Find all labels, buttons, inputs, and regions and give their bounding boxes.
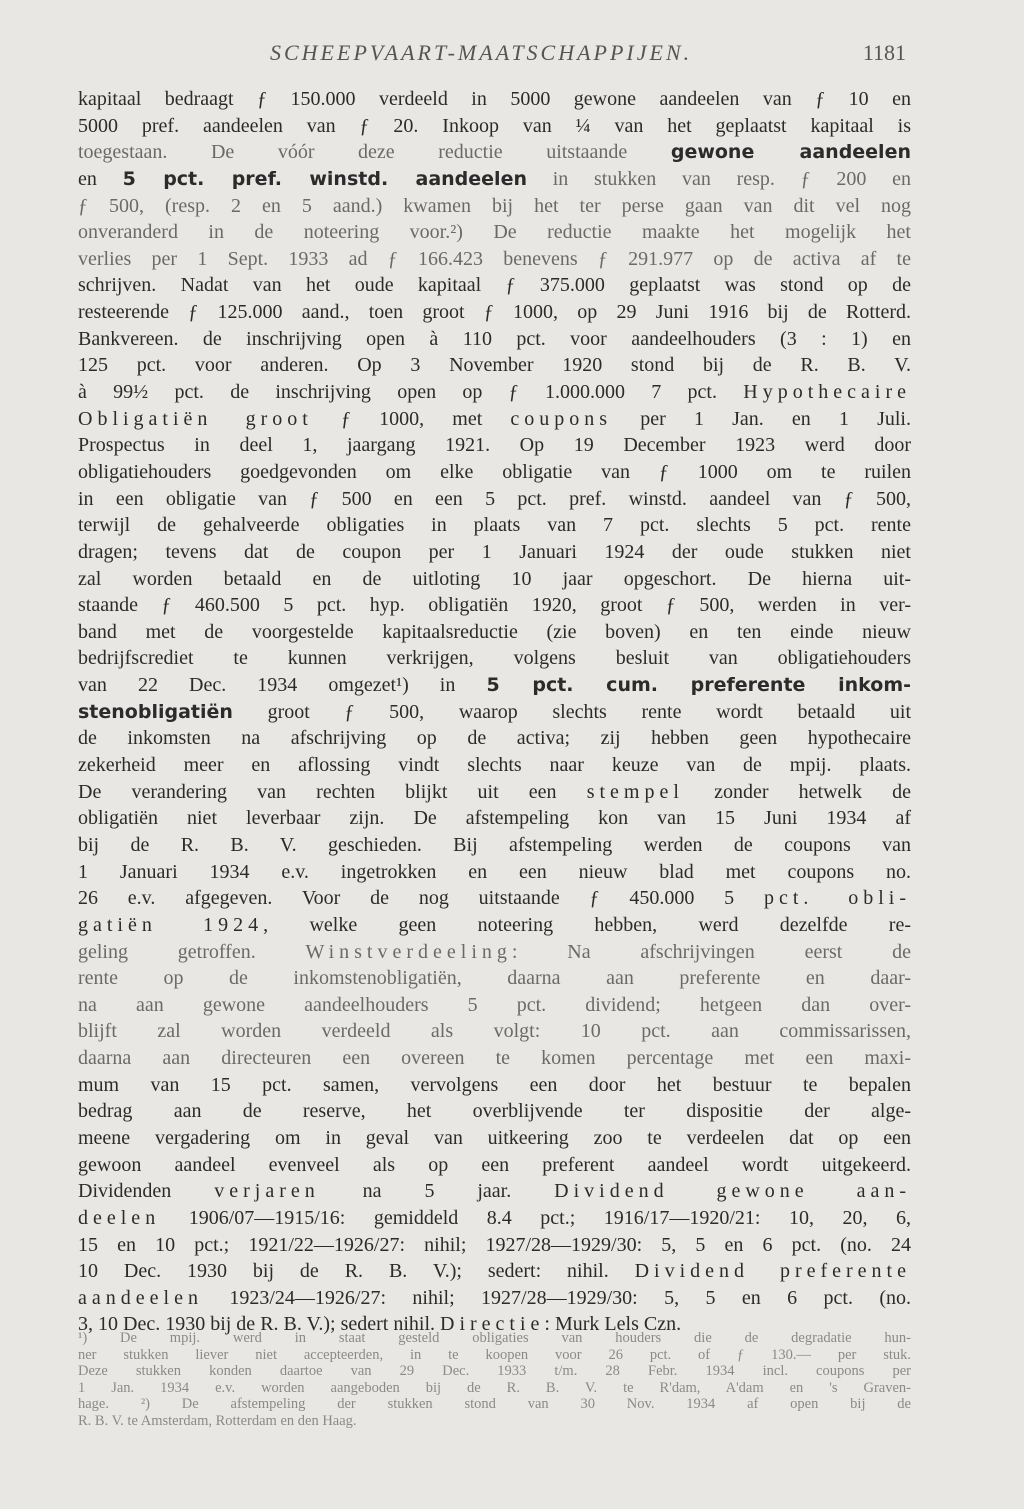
spaced-term: Hypothecaire xyxy=(743,381,911,404)
text-run: Dividenden xyxy=(78,1180,215,1203)
text-line: 5000 pref. aandeelen van ƒ 20. Inkoop van ¼ van het geplaatst kapitaal is xyxy=(78,114,911,137)
text-line xyxy=(78,406,911,433)
spaced-term: pct. obli- xyxy=(763,887,911,910)
text-run: ƒ 1000, met xyxy=(312,407,511,430)
text-line: Prospectus in deel 1, jaargang 1921. Op 19 December 1923 werd door xyxy=(78,434,911,457)
text-run: 1906/07—1915/16: gemiddeld 8.4 pct.; 1916/17—1920/21: 10, 20, 6, xyxy=(160,1206,911,1229)
text-line: verlies per 1 Sept. 1933 ad ƒ 166.423 benevens ƒ 291.977 op de activa af te xyxy=(78,247,911,270)
text-run: in stukken van resp. ƒ 200 en xyxy=(526,167,911,190)
text-line: 125 pct. voor anderen. Op 3 November 1920 stond bij de R. B. V. xyxy=(78,354,911,377)
text-line: blijft zal worden verdeeld als volgt: 10 pct. aan commissarissen, xyxy=(78,1020,911,1043)
text-run: toegestaan. De vóór deze reductie uitstaande xyxy=(78,141,671,164)
text-run: na 5 jaar. xyxy=(319,1180,555,1203)
spaced-term: stempel xyxy=(586,780,684,803)
text-line: zekerheid meer en aflossing vindt slechts naar keuze van de mpij. plaats. xyxy=(78,754,911,777)
text-line: schrijven. Nadat van het oude kapitaal ƒ 375.000 geplaatst was stond op de xyxy=(78,274,911,297)
text-line xyxy=(78,699,911,726)
text-line xyxy=(78,779,911,806)
text-line xyxy=(78,939,911,966)
footnotes xyxy=(78,1330,911,1429)
spaced-term: Directie xyxy=(440,1313,545,1336)
footnote-line: 1 Jan. 1934 e.v. worden aangeboden bij de R. B. V. te R'dam, A'dam en 's Graven- xyxy=(78,1379,911,1396)
bold-term: 5 pct. pref. winstd. aandeelen xyxy=(122,167,527,190)
text-line: rente op de inkomstenobligatiën, daarna aan preferente en daar- xyxy=(78,967,911,990)
text-line: kapitaal bedraagt ƒ 150.000 verdeeld in 5000 gewone aandeelen van ƒ 10 en xyxy=(78,88,911,110)
text-line xyxy=(78,139,911,166)
text-run: , welke geen noteering hebben, werd dezelfde re- xyxy=(263,913,911,936)
text-line xyxy=(78,166,911,193)
text-line: na aan gewone aandeelhouders 5 pct. dividend; hetgeen dan over- xyxy=(78,993,911,1016)
footnote-line: R. B. V. te Amsterdam, Rotterdam en den Haag. xyxy=(78,1412,357,1429)
text-run: zonder hetwelk de xyxy=(683,780,911,803)
text-line xyxy=(78,1205,911,1232)
text-line: ƒ 500, (resp. 2 en 5 aand.) kwamen bij het ter perse gaan van dit vel nog xyxy=(78,194,911,217)
spaced-term: Winstverdeeling xyxy=(305,940,512,963)
footnote-line: Deze stukken konden daartoe van 29 Dec. 1933 t/m. 28 Febr. 1934 incl. coupons per xyxy=(78,1363,911,1379)
footnote-line: hage. ²) De afstempeling der stukken stond van 30 Nov. 1934 af open bij de xyxy=(78,1396,911,1412)
text-line: bij de R. B. V. geschieden. Bij afstempeling werden de coupons van xyxy=(78,833,911,856)
text-run: geling getroffen. xyxy=(78,940,306,963)
text-line: obligatiën niet leverbaar zijn. De afstempeling kon van 15 Juni 1934 af xyxy=(78,807,911,830)
text-run: per 1 Jan. en 1 Juli. xyxy=(612,407,911,430)
text-run: : Murk Lels Czn. xyxy=(544,1313,682,1336)
text-line: de inkomsten na afschrijving op de activa; zij hebben geen hypothecaire xyxy=(78,727,911,750)
page-header xyxy=(0,40,1024,72)
text-line xyxy=(78,1258,911,1285)
text-line xyxy=(78,1285,911,1312)
footnote-line: ner stukken liever niet accepteerden, in te koopen voor 26 pct. of ƒ 130.— per stuk. xyxy=(78,1346,911,1363)
text-run: 10 Dec. 1930 bij de R. B. V.); sedert: nihil. xyxy=(78,1260,635,1283)
text-line xyxy=(78,379,911,406)
spaced-term: Dividend gewone aan- xyxy=(554,1180,912,1203)
spaced-term: coupons xyxy=(510,407,613,430)
text-line xyxy=(78,912,911,939)
text-run: 3, 10 Dec. 1930 bij de R. B. V.); sedert nihil. xyxy=(78,1313,441,1336)
text-line: bedrijfscrediet te kunnen verkrijgen, volgens besluit van obligatiehouders xyxy=(78,647,911,670)
spaced-term: gatiën 1924 xyxy=(78,913,264,936)
text-line: daarna aan directeuren een overeen te komen percentage met een maxi- xyxy=(78,1047,911,1070)
text-run: 26 e.v. afgegeven. Voor de nog uitstaande ƒ 450.000 5 xyxy=(78,887,764,910)
text-line xyxy=(78,1178,911,1205)
text-line: terwijl de gehalveerde obligaties in plaats van 7 pct. slechts 5 pct. rente xyxy=(78,514,911,537)
running-title: SCHEEPVAART-MAATSCHAPPIJEN. xyxy=(270,40,693,65)
text-run: : Na afschrijvingen eerst de xyxy=(511,940,911,963)
text-line: Bankvereen. de inschrijving open à 110 pct. voor aandeelhouders (3 : 1) en xyxy=(78,327,911,350)
text-line: gewoon aandeel evenveel als op een preferent aandeel wordt uitgekeerd. xyxy=(78,1153,911,1176)
text-line: dragen; tevens dat de coupon per 1 Januari 1924 der oude stukken niet xyxy=(78,540,911,563)
text-run: van 22 Dec. 1934 omgezet¹) in xyxy=(78,674,487,697)
spaced-term: Dividend preferente xyxy=(634,1260,911,1283)
text-line: band met de voorgestelde kapitaalsreductie (zie boven) en ten einde nieuw xyxy=(78,620,911,643)
text-line: 15 en 10 pct.; 1921/22—1926/27: nihil; 1927/28—1929/30: 5, 5 en 6 pct. (no. 24 xyxy=(78,1233,911,1256)
text-run: groot ƒ 500, waarop slechts rente wordt betaald uit xyxy=(232,700,911,723)
text-line: resteerende ƒ 125.000 aand., toen groot ƒ 1000, op 29 Juni 1916 bij de Rotterd. xyxy=(78,301,911,324)
bold-term: 5 pct. cum. preferente inkom- xyxy=(486,674,912,697)
text-line: onveranderd in de noteering voor.²) De reductie maakte het mogelijk het xyxy=(78,221,911,244)
text-line: staande ƒ 460.500 5 pct. hyp. obligatiën 1920, groot ƒ 500, werden in ver- xyxy=(78,594,911,617)
spaced-term: Obligatiën groot xyxy=(78,407,313,430)
text-line: mum van 15 pct. samen, vervolgens een door het bestuur te bepalen xyxy=(78,1073,911,1096)
text-line: 1 Januari 1934 e.v. ingetrokken en een nieuw blad met coupons no. xyxy=(78,860,911,883)
text-line: obligatiehouders goedgevonden om elke obligatie van ƒ 1000 om te ruilen xyxy=(78,460,911,483)
text-run: De verandering van rechten blijkt uit een xyxy=(78,780,587,803)
text-line xyxy=(78,885,911,912)
body-text xyxy=(78,86,911,1338)
spaced-term: deelen xyxy=(78,1206,161,1229)
text-line: bedrag aan de reserve, het overblijvende ter dispositie der alge- xyxy=(78,1100,911,1123)
text-line: zal worden betaald en de uitloting 10 jaar opgeschort. De hierna uit- xyxy=(78,567,911,590)
bold-term: gewone aandeelen xyxy=(670,141,911,164)
text-run: à 99½ pct. de inschrijving open op ƒ 1.000.000 7 pct. xyxy=(78,381,744,404)
bold-term: stenobligatiën xyxy=(78,700,233,723)
spaced-term: verjaren xyxy=(214,1180,320,1203)
text-line: meene vergadering om in geval van uitkeering zoo te verdeelen dat op een xyxy=(78,1126,911,1149)
text-line xyxy=(78,672,911,699)
text-run: 1923/24—1926/27: nihil; 1927/28—1929/30: 5, 5 en 6 pct. (no. xyxy=(202,1286,911,1309)
page-number: 1181 xyxy=(862,40,906,65)
footnote-line: ¹) De mpij. werd in staat gesteld obligaties van houders die de degradatie hun- xyxy=(78,1330,911,1346)
text-run: en xyxy=(78,167,123,190)
text-line: in een obligatie van ƒ 500 en een 5 pct. pref. winstd. aandeel van ƒ 500, xyxy=(78,487,911,510)
spaced-term: aandeelen xyxy=(78,1286,203,1309)
